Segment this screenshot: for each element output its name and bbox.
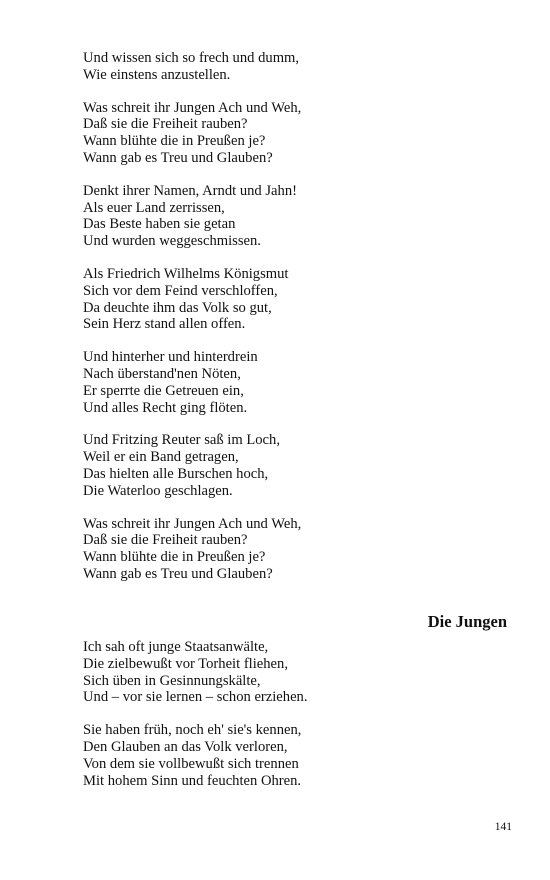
verse-line: Daß sie die Freiheit rauben? xyxy=(83,532,248,549)
stanza xyxy=(83,100,503,167)
verse-line: Sich vor dem Feind verschloffen, xyxy=(83,282,278,299)
stanza xyxy=(83,639,503,706)
verse-line: Und alles Recht ging flöten. xyxy=(83,399,248,416)
stanza xyxy=(83,50,503,84)
verse-line: Sein Herz stand allen offen. xyxy=(83,316,246,333)
stanza xyxy=(83,516,503,583)
verse-line: Was schreit ihr Jungen Ach und Weh, xyxy=(83,99,302,116)
verse-line: Wann blühte die in Preußen je? xyxy=(83,133,266,150)
stanza xyxy=(83,432,503,499)
verse-line: Und hinterher und hinterdrein xyxy=(83,349,258,366)
verse-line: Er sperrte die Getreuen ein, xyxy=(83,382,244,399)
verse-line: Nach überstand'nen Nöten, xyxy=(83,365,241,382)
verse-line: Weil er ein Band getragen, xyxy=(83,449,239,466)
verse-line: Daß sie die Freiheit rauben? xyxy=(83,116,248,133)
verse-line: Die zielbewußt vor Torheit fliehen, xyxy=(83,655,288,672)
verse-line: Sich üben in Gesinnungskälte, xyxy=(83,672,261,689)
verse-line: Das Beste haben sie getan xyxy=(83,216,236,233)
verse-line: Als euer Land zerrissen, xyxy=(83,199,225,216)
verse-line: Ich sah oft junge Staatsanwälte, xyxy=(83,639,269,655)
page-number: 141 xyxy=(494,821,512,833)
verse-line: Von dem sie vollbewußt sich trennen xyxy=(83,755,299,772)
verse-line: Das hielten alle Burschen hoch, xyxy=(83,465,269,482)
verse-line: Den Glauben an das Volk verloren, xyxy=(83,738,288,755)
verse-line: Und – vor sie lernen – schon erziehen. xyxy=(83,689,308,706)
verse-line: Und Fritzing Reuter saß im Loch, xyxy=(83,432,280,449)
verse-line: Wann gab es Treu und Glauben? xyxy=(83,149,273,166)
verse-line: Wann blühte die in Preußen je? xyxy=(83,549,266,566)
verse-line: Wie einstens anzustellen. xyxy=(83,66,231,83)
stanza xyxy=(83,266,503,333)
poem-die-jungen xyxy=(83,639,503,805)
verse-line: Wann gab es Treu und Glauben? xyxy=(83,565,273,582)
verse-line: Da deuchte ihm das Volk so gut, xyxy=(83,299,272,316)
stanza xyxy=(83,349,503,416)
stanza xyxy=(83,183,503,250)
verse-line: Und wissen sich so frech und dumm, xyxy=(83,50,300,66)
verse-line: Die Waterloo geschlagen. xyxy=(83,482,233,499)
poem-title: Die Jungen xyxy=(427,612,507,631)
verse-line: Was schreit ihr Jungen Ach und Weh, xyxy=(83,515,302,532)
verse-line: Und wurden weggeschmissen. xyxy=(83,233,261,250)
poem-continued xyxy=(83,50,503,599)
verse-line: Denkt ihrer Namen, Arndt und Jahn! xyxy=(83,182,297,199)
verse-line: Mit hohem Sinn und feuchten Ohren. xyxy=(83,772,302,789)
verse-line: Als Friedrich Wilhelms Königsmut xyxy=(83,265,289,282)
verse-line: Sie haben früh, noch eh' sie's kennen, xyxy=(83,722,302,739)
stanza xyxy=(83,722,503,789)
